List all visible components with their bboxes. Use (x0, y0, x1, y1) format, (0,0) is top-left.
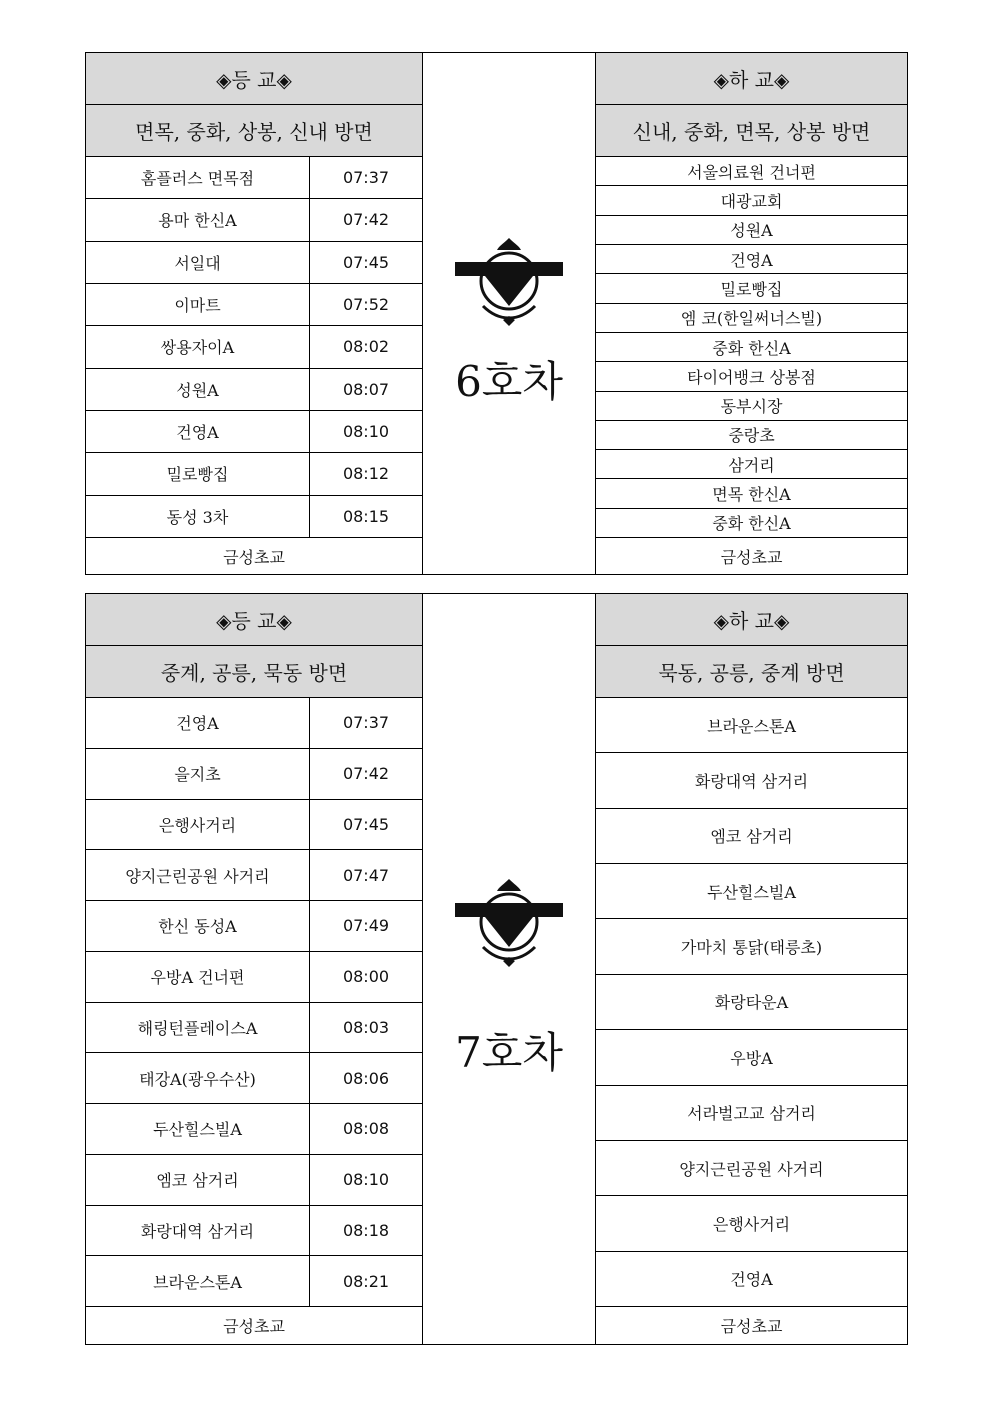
alighting-stop-row: 건영A (596, 1252, 907, 1307)
alighting-stop-row: 가마치 통닭(태릉초) (596, 919, 907, 974)
boarding-stop-row (86, 453, 422, 495)
boarding-stop-row (86, 952, 422, 1003)
bus-label-column (423, 594, 595, 1344)
boarding-stop-row (86, 242, 422, 284)
alighting-stop-row: 면목 한신A (596, 479, 907, 508)
school-emblem-icon (453, 877, 565, 972)
boarding-stop-row (86, 284, 422, 326)
boarding-direction: 면목, 중화, 상봉, 신내 방면 (86, 105, 422, 157)
bus-label-column (423, 53, 595, 574)
alighting-stop-row: 대광교회 (596, 186, 907, 215)
stop-time: 08:12 (342, 464, 390, 484)
alighting-stop-row: 화랑대역 삼거리 (596, 753, 907, 808)
boarding-destination: 금성초교 (223, 1317, 285, 1336)
boarding-stop-row (86, 1003, 422, 1054)
route-table-bus-6 (85, 52, 908, 575)
stop-name: 엠코 삼거리 (86, 1155, 310, 1205)
alighting-column (595, 53, 907, 574)
boarding-stop-row (86, 850, 422, 901)
stop-name: 은행사거리 (86, 800, 310, 850)
boarding-stop-row (86, 199, 422, 241)
boarding-direction: 중계, 공릉, 묵동 방면 (86, 646, 422, 698)
boarding-stop-row (86, 369, 422, 411)
stop-name: 우방A 건너편 (86, 952, 310, 1002)
alighting-direction: 신내, 중화, 면목, 상봉 방면 (596, 105, 907, 157)
alighting-stop-row: 건영A (596, 245, 907, 274)
stop-time: 07:37 (342, 713, 390, 733)
stop-name: 브라운스톤A (86, 1256, 310, 1306)
stop-time: 07:42 (342, 764, 390, 784)
stop-name: 한신 동성A (86, 901, 310, 951)
alighting-stop-row: 중화 한신A (596, 509, 907, 538)
alighting-title: ◈하 교◈ (596, 53, 907, 105)
alighting-stop-row: 화랑타운A (596, 975, 907, 1030)
alighting-origin: 금성초교 (720, 1317, 783, 1336)
alighting-stop-list (596, 157, 907, 538)
stop-name: 태강A(광우수산) (86, 1053, 310, 1103)
boarding-stop-row (86, 1206, 422, 1257)
stop-time: 08:15 (342, 506, 390, 526)
stop-name: 을지초 (86, 749, 310, 799)
stop-time: 08:10 (342, 1170, 390, 1190)
stop-time: 08:02 (342, 337, 390, 357)
stop-name: 해링턴플레이스A (86, 1003, 310, 1053)
stop-name: 동성 3차 (86, 496, 310, 537)
alighting-stop-row: 타이어뱅크 상봉점 (596, 362, 907, 391)
alighting-stop-row: 두산힐스빌A (596, 864, 907, 919)
route-table-bus-7 (85, 593, 908, 1345)
alighting-stop-row: 엠코 삼거리 (596, 809, 907, 864)
boarding-title: ◈등 교◈ (86, 594, 422, 646)
stop-name: 서일대 (86, 242, 310, 283)
boarding-stop-row (86, 901, 422, 952)
boarding-title: ◈등 교◈ (86, 53, 422, 105)
stop-name: 건영A (86, 698, 310, 748)
stop-time: 07:52 (342, 295, 390, 315)
alighting-column (595, 594, 907, 1344)
boarding-stop-row (86, 157, 422, 199)
stop-time: 08:18 (342, 1220, 390, 1240)
alighting-stop-row: 서라벌고교 삼거리 (596, 1086, 907, 1141)
alighting-direction: 묵동, 공릉, 중계 방면 (596, 646, 907, 698)
alighting-stop-row: 삼거리 (596, 450, 907, 479)
stop-time: 08:03 (342, 1017, 390, 1037)
bus-number: 7호차 (455, 1028, 563, 1077)
stop-time: 08:00 (342, 967, 390, 987)
alighting-stop-row: 우방A (596, 1030, 907, 1085)
boarding-stop-row (86, 749, 422, 800)
stop-name: 양지근린공원 사거리 (86, 850, 310, 900)
boarding-stop-row (86, 326, 422, 368)
alighting-stop-list (596, 698, 907, 1307)
stop-time: 08:21 (342, 1271, 390, 1291)
alighting-stop-row: 서울의료원 건너편 (596, 157, 907, 186)
boarding-stop-row (86, 496, 422, 538)
alighting-stop-row: 성원A (596, 216, 907, 245)
stop-time: 07:45 (342, 252, 390, 272)
alighting-stop-row: 은행사거리 (596, 1196, 907, 1251)
stop-name: 용마 한신A (86, 199, 310, 240)
alighting-stop-row: 밀로빵집 (596, 274, 907, 303)
stop-name: 이마트 (86, 284, 310, 325)
boarding-stop-row (86, 1104, 422, 1155)
boarding-column (86, 53, 423, 574)
boarding-stop-row (86, 1053, 422, 1104)
stop-name: 두산힐스빌A (86, 1104, 310, 1154)
boarding-stop-list (86, 157, 422, 538)
stop-time: 08:10 (342, 422, 390, 442)
boarding-column (86, 594, 423, 1344)
alighting-stop-row: 동부시장 (596, 392, 907, 421)
boarding-stop-row (86, 1155, 422, 1206)
school-emblem-icon (453, 236, 565, 331)
bus-number: 6호차 (455, 357, 563, 406)
alighting-stop-row: 중랑초 (596, 421, 907, 450)
stop-time: 07:45 (342, 814, 390, 834)
stop-time: 08:08 (342, 1119, 390, 1139)
boarding-stop-row (86, 698, 422, 749)
alighting-stop-row: 양지근린공원 사거리 (596, 1141, 907, 1196)
boarding-stop-list (86, 698, 422, 1307)
stop-time: 07:42 (342, 210, 390, 230)
stop-name: 건영A (86, 411, 310, 452)
alighting-stop-row: 브라운스톤A (596, 698, 907, 753)
stop-name: 밀로빵집 (86, 453, 310, 494)
alighting-origin: 금성초교 (720, 547, 783, 567)
boarding-stop-row (86, 411, 422, 453)
alighting-stop-row: 엠 코(한일써너스빌) (596, 304, 907, 333)
stop-time: 08:07 (342, 379, 390, 399)
stop-time: 07:37 (342, 168, 390, 188)
stop-name: 홈플러스 면목점 (86, 157, 310, 198)
boarding-stop-row (86, 1256, 422, 1307)
stop-time: 07:47 (342, 865, 390, 885)
stop-name: 쌍용자이A (86, 326, 310, 367)
boarding-destination: 금성초교 (223, 547, 285, 567)
alighting-stop-row: 중화 한신A (596, 333, 907, 362)
stop-time: 08:06 (342, 1068, 390, 1088)
boarding-stop-row (86, 800, 422, 851)
stop-time: 07:49 (342, 916, 390, 936)
stop-name: 화랑대역 삼거리 (86, 1206, 310, 1256)
stop-name: 성원A (86, 369, 310, 410)
alighting-title: ◈하 교◈ (596, 594, 907, 646)
